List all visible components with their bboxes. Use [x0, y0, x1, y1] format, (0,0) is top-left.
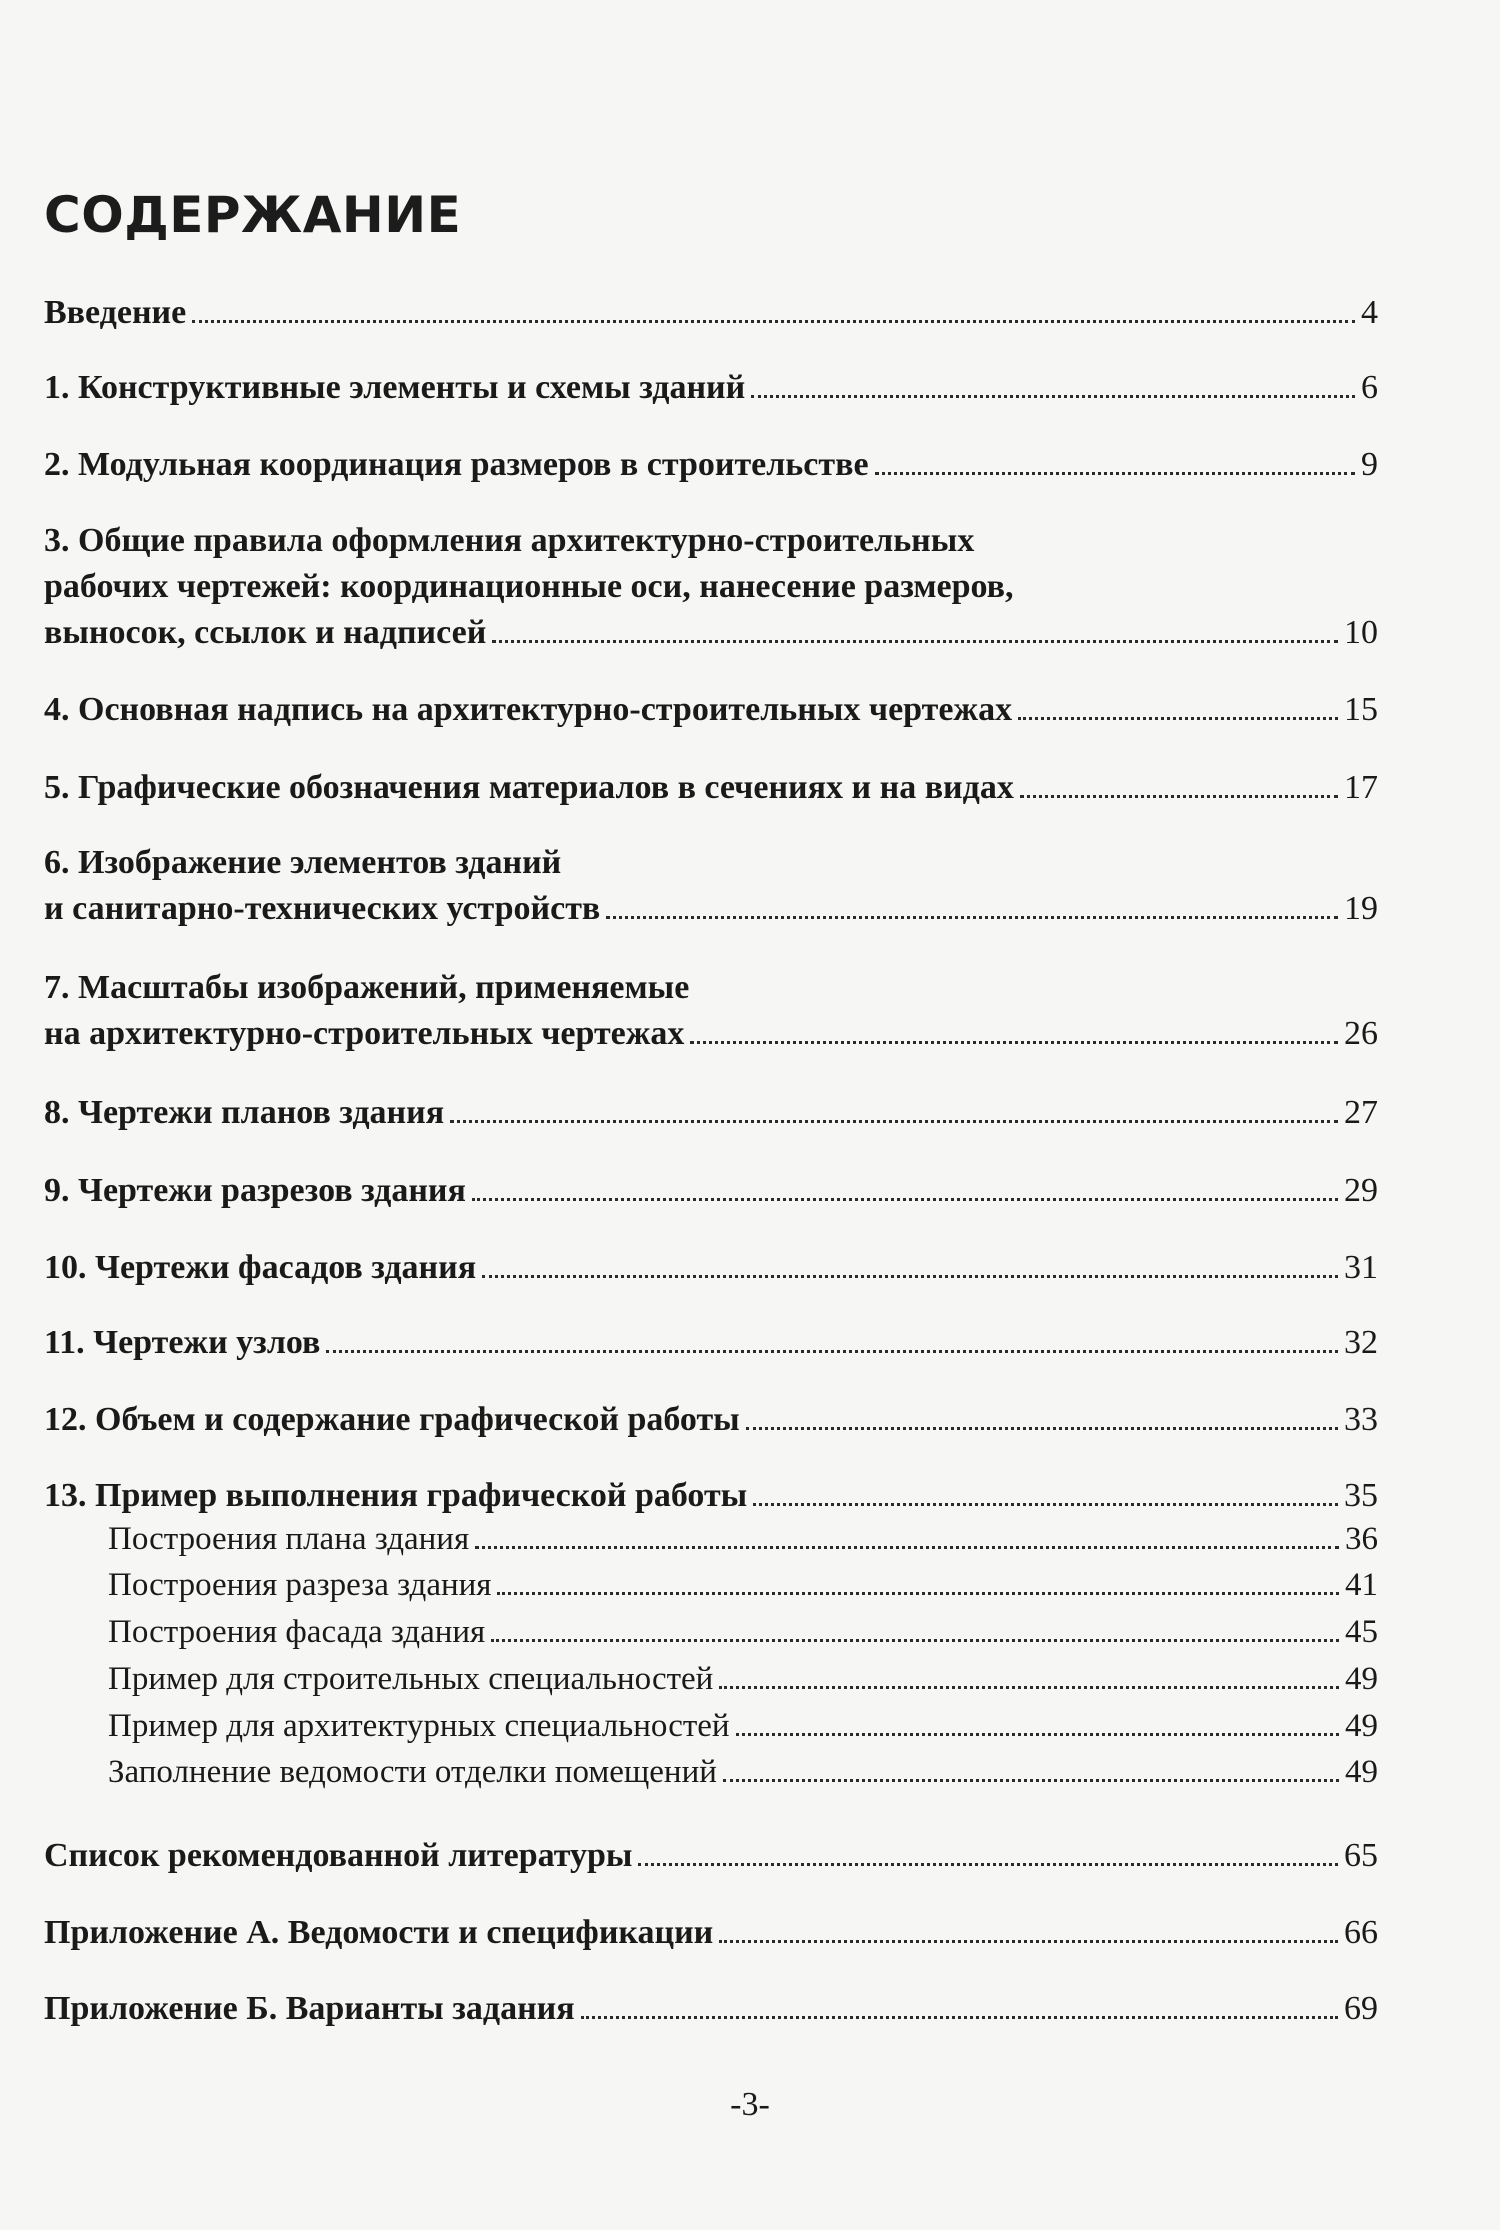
- toc-entry[interactable]: [44, 1833, 1378, 1879]
- dot-leader: [475, 1546, 1339, 1549]
- toc-entry[interactable]: [44, 1320, 1378, 1366]
- toc-entry-page-number: 41: [1345, 1567, 1378, 1603]
- dot-leader: [723, 1779, 1339, 1782]
- toc-entry-title-line: Введение: [44, 294, 187, 331]
- toc-entry-page-number: 4: [1361, 294, 1378, 331]
- toc-entry[interactable]: [44, 965, 1378, 1057]
- dot-leader: [751, 395, 1355, 398]
- dot-leader: [690, 1041, 1338, 1044]
- toc-entry-title-line: Приложение Б. Варианты задания: [44, 1990, 575, 2027]
- toc-entry-title-line: 13. Пример выполнения графической работы: [44, 1477, 748, 1514]
- toc-entry-title-line: 3. Общие правила оформления архитектурно-строительных: [44, 522, 975, 559]
- toc-entry-title-line: 4. Основная надпись на архитектурно-строительных чертежах: [44, 691, 1013, 728]
- toc-entry-page-number: 9: [1361, 446, 1378, 483]
- toc-entry-title-line: Построения фасада здания: [108, 1614, 486, 1650]
- dot-leader: [472, 1198, 1338, 1201]
- dot-leader: [1020, 795, 1338, 798]
- toc-entry[interactable]: [44, 442, 1378, 488]
- toc-entry-page-number: 15: [1344, 691, 1378, 728]
- toc-entry-page-number: 36: [1345, 1521, 1378, 1557]
- toc-entry-title-line: 9. Чертежи разрезов здания: [44, 1172, 466, 1209]
- dot-leader: [581, 2016, 1338, 2019]
- toc-entry[interactable]: [44, 1986, 1378, 2032]
- toc-entry-title-line: 12. Объем и содержание графической работы: [44, 1401, 740, 1438]
- toc-entry-title-line: и санитарно-технических устройств: [44, 890, 601, 927]
- toc-entry[interactable]: [44, 1910, 1378, 1956]
- toc-entry-title-line: 11. Чертежи узлов: [44, 1324, 321, 1361]
- toc-entry-title-line: рабочих чертежей: координационные оси, нанесение размеров,: [44, 568, 1014, 605]
- toc-entry-page-number: 32: [1344, 1324, 1378, 1361]
- toc-entry-title-line: на архитектурно-строительных чертежах: [44, 1015, 685, 1052]
- toc-entry[interactable]: [108, 1610, 1378, 1654]
- dot-leader: [606, 916, 1338, 919]
- toc-entry-page-number: 49: [1345, 1661, 1378, 1697]
- toc-entry-page-number: 10: [1344, 614, 1378, 651]
- toc-entry-page-number: 49: [1345, 1754, 1378, 1790]
- toc-entry-title-line: 7. Масштабы изображений, применяемые: [44, 969, 690, 1006]
- toc-entry[interactable]: [44, 1245, 1378, 1291]
- toc-entry-title-line: 2. Модульная координация размеров в строительстве: [44, 446, 869, 483]
- toc-entry-title-line: 8. Чертежи планов здания: [44, 1094, 445, 1131]
- toc-entry-page-number: 29: [1344, 1172, 1378, 1209]
- dot-leader: [491, 1639, 1339, 1642]
- toc-entry-title-line: Приложение А. Ведомости и спецификации: [44, 1914, 714, 1951]
- toc-entry-title-line: 10. Чертежи фасадов здания: [44, 1249, 477, 1286]
- toc-entry-page-number: 26: [1344, 1015, 1378, 1052]
- dot-leader: [719, 1686, 1339, 1689]
- dot-leader: [492, 640, 1338, 643]
- toc-entry-page-number: 49: [1345, 1708, 1378, 1744]
- toc-entry[interactable]: [44, 1397, 1378, 1443]
- dot-leader: [192, 320, 1355, 323]
- toc-entry[interactable]: [44, 365, 1378, 411]
- toc-entry[interactable]: [44, 1473, 1378, 1519]
- toc-entry-page-number: 35: [1344, 1477, 1378, 1514]
- toc-entry[interactable]: [44, 840, 1378, 932]
- toc-entry[interactable]: [44, 687, 1378, 733]
- toc-entry[interactable]: [44, 1168, 1378, 1214]
- dot-leader: [450, 1120, 1338, 1123]
- toc-entry[interactable]: [108, 1750, 1378, 1794]
- toc-entry[interactable]: [108, 1517, 1378, 1561]
- toc-entry-page-number: 66: [1344, 1914, 1378, 1951]
- toc-entry[interactable]: [44, 1090, 1378, 1136]
- toc-entry-title-line: Построения плана здания: [108, 1521, 470, 1557]
- toc-entry[interactable]: [108, 1563, 1378, 1607]
- toc-entry-title-line: выносок, ссылок и надписей: [44, 614, 487, 651]
- toc-entry[interactable]: [108, 1657, 1378, 1701]
- toc-entry-page-number: 31: [1344, 1249, 1378, 1286]
- toc-entry-title-line: 1. Конструктивные элементы и схемы зданий: [44, 369, 746, 406]
- dot-leader: [482, 1275, 1338, 1278]
- toc-entry-page-number: 17: [1344, 769, 1378, 806]
- toc-entry-page-number: 69: [1344, 1990, 1378, 2027]
- dot-leader: [1018, 717, 1338, 720]
- toc-entry-title-line: Список рекомендованной литературы: [44, 1837, 633, 1874]
- page-title: СОДЕРЖАНИЕ: [44, 186, 462, 244]
- toc-entry[interactable]: [108, 1704, 1378, 1748]
- toc-entry-page-number: 27: [1344, 1094, 1378, 1131]
- dot-leader: [719, 1940, 1338, 1943]
- page-number: -3-: [730, 2086, 770, 2123]
- toc-entry-page-number: 65: [1344, 1837, 1378, 1874]
- toc-entry-page-number: 45: [1345, 1614, 1378, 1650]
- toc-entry-title-line: Пример для архитектурных специальностей: [108, 1708, 730, 1744]
- dot-leader: [875, 472, 1355, 475]
- toc-entry-title-line: Построения разреза здания: [108, 1567, 492, 1603]
- dot-leader: [736, 1733, 1339, 1736]
- toc-entry-title-line: Пример для строительных специальностей: [108, 1661, 714, 1697]
- dot-leader: [638, 1863, 1338, 1866]
- toc-entry[interactable]: [44, 290, 1378, 336]
- toc-entry[interactable]: [44, 765, 1378, 811]
- toc-entry[interactable]: [44, 518, 1378, 656]
- dot-leader: [497, 1592, 1339, 1595]
- dot-leader: [746, 1427, 1338, 1430]
- toc-entry-title-line: 5. Графические обозначения материалов в сечениях и на видах: [44, 769, 1014, 806]
- toc-entry-page-number: 19: [1344, 890, 1378, 927]
- dot-leader: [326, 1350, 1338, 1353]
- toc-entry-title-line: 6. Изображение элементов зданий: [44, 844, 562, 881]
- toc-entry-page-number: 33: [1344, 1401, 1378, 1438]
- toc-entry-title-line: Заполнение ведомости отделки помещений: [108, 1754, 717, 1790]
- toc-entry-page-number: 6: [1361, 369, 1378, 406]
- dot-leader: [753, 1503, 1338, 1506]
